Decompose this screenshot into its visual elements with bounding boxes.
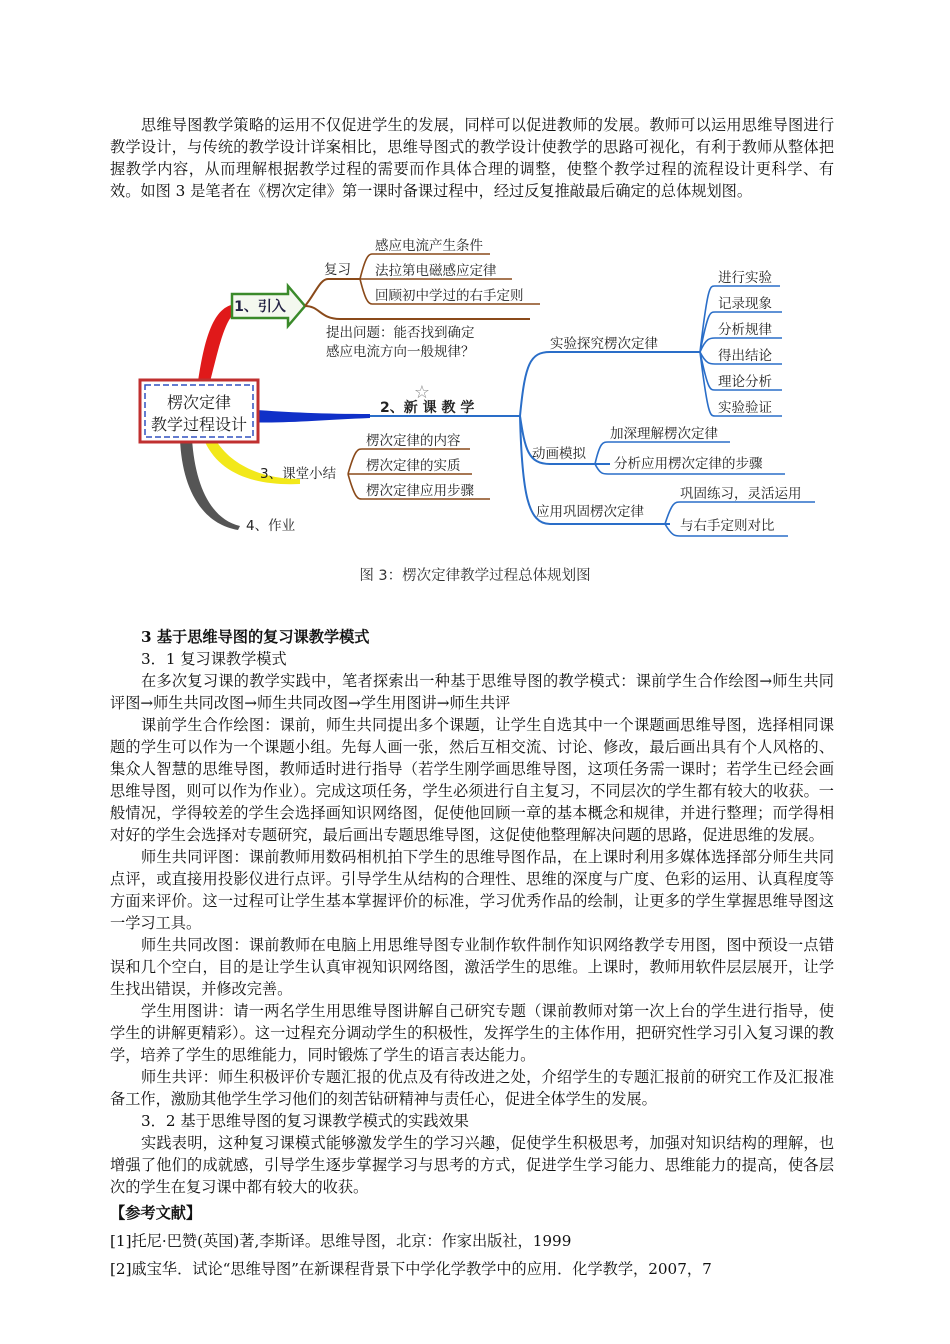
b1-item-2: 回顾初中学过的右手定则 — [375, 288, 524, 304]
section3-sub1: 3．1 复习课教学模式 — [141, 650, 287, 668]
b2-anim: 动画模拟 — [532, 446, 586, 462]
star-icon: ☆ — [413, 382, 431, 403]
figure-caption: 图 3：楞次定律教学过程总体规划图 — [359, 568, 591, 584]
b2-exp-item-4: 理论分析 — [718, 374, 772, 390]
b2-exp-item-3: 得出结论 — [718, 348, 772, 364]
b2-exp-item-5: 实验验证 — [718, 400, 772, 416]
b1-review: 复习 — [324, 262, 351, 278]
b1-label: 1、引入 — [234, 299, 286, 315]
intro-block — [110, 114, 834, 202]
b1-question-2: 感应电流方向一般规律？ — [326, 344, 475, 360]
b1-item-0: 感应电流产生条件 — [375, 238, 483, 254]
reference-item-0: [1]托尼·巴赞(英国)著,李斯译。思维导图，北京：作家出版社，1999 — [110, 1232, 572, 1250]
section3-effect: 实践表明，这种复习课模式能够激发学生的学习兴趣，促使学生积极思考，加强对知识结构的理解，也增强了他们的成就感，引导学生逐步掌握学习与思考的方式，促进学生学习能力、思维能力的提高，使各层次的学生在复习课中都有较大的收获。 — [110, 1134, 834, 1196]
b2-apply-item-0: 巩固练习，灵活运用 — [680, 486, 802, 502]
b3-item-1: 楞次定律的实质 — [366, 458, 461, 474]
intro-paragraph: 思维导图教学策略的运用不仅促进学生的发展，同样可以促进教师的发展。教师可以运用思维导图进行教学设计，与传统的教学设计详案相比，思维导图式的教学设计使教学的思路可视化，有利于教师从整体把握教学内容，从而理解根据教学过程的需要而作具体合理的调整，使整个教学过程的流程设计更科学、有效。如图 3 是笔者在《楞次定律》第一课时备课过程中，经过反复推敲最后确定的总体规划图。 — [110, 116, 834, 200]
gray-branch — [180, 439, 240, 530]
b2-exp-item-0: 进行实验 — [718, 270, 772, 286]
section3-sub2: 3．2 基于思维导图的复习课教学模式的实践效果 — [141, 1112, 469, 1130]
section3-heading: 3 基于思维导图的复习课教学模式 — [141, 628, 370, 646]
mindmap-svg — [110, 234, 840, 564]
blue-branch — [245, 409, 370, 423]
section3-para-1: 课前学生合作绘图：课前，师生共同提出多个课题，让学生自选其中一个课题画思维导图，选择相同课题的学生可以作为一个课题小组。先每人画一张，然后互相交流、讨论、修改，最后画出具有个人风格的、集众人智慧的思维导图，教师适时进行指导（若学生刚学画思维导图，这项任务需一课时；若学生已经会画思维导图，则可以作为作业）。完成这项任务，学生必须进行自主复习，不同层次的学生都有较大的收获。一般情况，学得较差的学生会选择画知识网络图，促使他回顾一章的基本概念和规律，并进行整理；而学得相对好的学生会选择对专题研究，最后画出专题思维导图，这促使他整理解决问题的思路，促进思维的发展。 — [110, 716, 834, 844]
b2-apply: 应用巩固楞次定律 — [536, 504, 644, 520]
b1-question-line — [305, 306, 530, 319]
b2-exp-line — [520, 352, 700, 416]
b2-anim-item-1: 分析应用楞次定律的步骤 — [614, 456, 763, 472]
section3-para-2: 师生共同评图：课前教师用数码相机拍下学生的思维导图作品，在上课时利用多媒体选择部分师生共同点评，或直接用投影仪进行点评。引导学生从结构的合理性、思维的深度与广度、色彩的运用、认真程度等方面来评价。这一过程可让学生基本掌握评价的标准，学习优秀作品的绘制，让更多的学生掌握思维导图这一学习工具。 — [110, 848, 834, 932]
section3-para-5: 师生共评：师生积极评价专题汇报的优点及有待改进之处，介绍学生的专题汇报前的研究工作及汇报准备工作，激励其他学生学习他们的刻苦钻研精神与责任心，促进全体学生的发展。 — [110, 1068, 834, 1108]
b1-item-1: 法拉第电磁感应定律 — [375, 263, 497, 279]
b4-label: 4、作业 — [246, 518, 296, 534]
b2-apply-item-1: 与右手定则对比 — [680, 518, 775, 534]
section3-para-3: 师生共同改图：课前教师在电脑上用思维导图专业制作软件制作知识网络教学专用图，图中预设一点错误和几个空白，目的是让学生认真审视知识网络图，激活学生的思维。上课时，教师用软件层层展开，让学生找出错误，并修改完善。 — [110, 936, 834, 998]
b2-exp: 实验探究楞次定律 — [550, 336, 658, 352]
section3 — [110, 626, 834, 1280]
reference-item-1: [2]戚宝华．试论“思维导图”在新课程背景下中学化学教学中的应用．化学教学，2007，7 — [110, 1260, 712, 1278]
b2-exp-item-2: 分析规律 — [718, 322, 772, 338]
b1-question-1: 提出问题：能否找到确定 — [326, 325, 475, 341]
section3-para-4: 学生用图讲：请一两名学生用思维导图讲解自己研究专题（课前教师对第一次上台的学生进行指导，使学生的讲解更精彩）。这一过程充分调动学生的积极性，发挥学生的主体作用，把研究性学习引入复习课的教学，培养了学生的思维能力，同时锻炼了学生的语言表达能力。 — [110, 1002, 834, 1064]
b2-exp-item-1: 记录现象 — [718, 296, 772, 312]
center-line1: 楞次定律 — [166, 393, 232, 412]
center-line2: 教学过程设计 — [150, 415, 248, 434]
b3-label: 3、课堂小结 — [260, 466, 337, 482]
b2-label: 2、新 课 教 学 — [380, 400, 475, 416]
b1-review-line — [305, 279, 360, 306]
b3-item-0: 楞次定律的内容 — [366, 433, 461, 449]
section3-para-0: 在多次复习课的教学实践中，笔者探索出一种基于思维导图的教学模式：课前学生合作绘图→师生共同评图→师生共同改图→师生共同改图→学生用图讲→师生共评 — [110, 672, 834, 712]
b3-item-2: 楞次定律应用步骤 — [366, 483, 474, 499]
b2-anim-item-0: 加深理解楞次定律 — [610, 426, 718, 442]
references-title: 【参考文献】 — [110, 1204, 202, 1222]
mindmap-figure — [110, 234, 840, 594]
